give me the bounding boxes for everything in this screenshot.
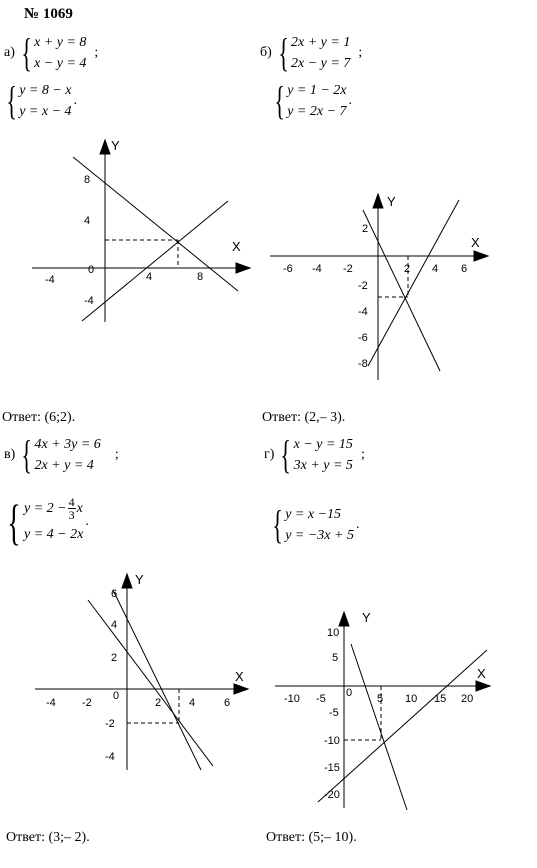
tick-x: -4 (46, 697, 56, 709)
tick-y: -5 (329, 707, 339, 719)
tick-x: -2 (343, 263, 353, 275)
graph-v (35, 574, 248, 770)
tick-x: -6 (283, 263, 293, 275)
tick-y: -20 (324, 789, 340, 801)
dot-g: . (355, 517, 360, 532)
fraction (68, 496, 76, 521)
tick-y: 2 (362, 223, 369, 235)
fraction-den: 3 (68, 508, 75, 523)
tick-x: 2 (155, 697, 162, 709)
tick-y: -4 (105, 751, 115, 763)
answer-a: Ответ: (6;2). (2, 410, 76, 425)
eq-b-1: 2x + y = 1 (291, 35, 351, 50)
axis-label-x: X (477, 666, 486, 681)
tick-x: 5 (377, 693, 384, 705)
axis-label-x: X (235, 669, 244, 684)
eq-a-4: y = x − 4 (19, 104, 72, 119)
answer-v: Ответ: (3;– 2). (6, 830, 90, 845)
exercise-number: № 1069 (24, 6, 73, 22)
eq-a-3: y = 8 − x (19, 83, 72, 98)
brace: { (7, 494, 21, 550)
axis-label-y: Y (387, 194, 396, 209)
tick-y: -15 (324, 762, 340, 774)
tick-x: 4 (432, 263, 439, 275)
eq-b-2: 2x − y = 7 (291, 56, 351, 71)
x-axis-arrow (234, 684, 248, 694)
y-axis-arrow (100, 140, 110, 154)
tick-x: -5 (316, 693, 326, 705)
eq-b-3: y = 1 − 2x (287, 83, 347, 98)
tick-x: 0 (113, 690, 120, 702)
brace: { (272, 502, 283, 547)
system-b-solved (270, 80, 352, 122)
x-axis-arrow (236, 263, 250, 273)
tick-y: -6 (358, 332, 368, 344)
eq-g-2: 3x + y = 5 (293, 458, 353, 473)
y-axis-arrow (122, 574, 132, 588)
eq-v-4: y = 4 − 2x (24, 527, 84, 542)
sep-b: ; (358, 45, 363, 60)
y-axis-arrow (373, 194, 383, 208)
eq-b-4: y = 2x − 7 (287, 104, 347, 119)
line-y-4-2x (113, 590, 201, 770)
tick-x: 4 (189, 697, 196, 709)
dot-v: . (85, 514, 89, 529)
eq-a-1: x + y = 8 (34, 35, 87, 50)
answer-b: Ответ: (2,– 3). (262, 410, 346, 425)
line-y-1-2x (363, 210, 440, 371)
tick-y: 5 (332, 652, 339, 664)
tick-x: 8 (197, 271, 204, 283)
system-v-solved (2, 496, 89, 548)
brace: { (6, 78, 17, 123)
x-axis-arrow (476, 681, 490, 691)
tick-x: 0 (346, 687, 353, 699)
tick-x: -2 (82, 697, 92, 709)
brace: { (280, 432, 292, 477)
tick-y: 4 (84, 215, 91, 227)
eq-g-1: x − y = 15 (293, 437, 353, 452)
eq-v-2: 2x + y = 4 (34, 458, 94, 473)
eq-g-4: y = −3x + 5 (285, 528, 354, 543)
line-y-x-4 (82, 201, 228, 321)
axis-label-y: Y (362, 610, 371, 625)
line-y-2-4-3x (88, 600, 213, 766)
fraction-num: 4 (68, 495, 75, 510)
tick-x: -4 (312, 263, 322, 275)
axis-label-y: Y (135, 572, 144, 587)
label-g: г) (264, 447, 275, 462)
tick-y: -2 (105, 718, 115, 730)
y-axis-arrow (339, 612, 349, 626)
system-v-original (4, 434, 119, 476)
tick-y: -8 (358, 358, 368, 370)
tick-y: 2 (111, 652, 118, 664)
axis-label-y: Y (111, 138, 120, 153)
tick-y: -10 (324, 735, 340, 747)
tick-x: 6 (461, 263, 468, 275)
line-y-x-15 (318, 650, 487, 802)
tick-y: -4 (358, 306, 368, 318)
tick-y: 8 (84, 174, 91, 186)
sep-g: ; (360, 447, 365, 462)
tick-y: 10 (327, 627, 340, 639)
label-a: а) (4, 45, 15, 60)
dot-a: . (73, 93, 78, 108)
line-y-3x-5 (351, 644, 407, 810)
sep-a: ; (94, 45, 99, 60)
axis-label-x: X (232, 239, 241, 254)
eq-g-3: y = x −15 (285, 507, 342, 522)
line-y-8-x (73, 157, 238, 291)
tick-x: 0 (88, 264, 95, 276)
eq-v-1: 4x + 3y = 6 (34, 437, 101, 452)
brace: { (21, 432, 33, 477)
graph-b (270, 194, 488, 380)
eq-v-3 (24, 496, 83, 522)
sep-v: ; (114, 447, 119, 462)
label-v: в) (4, 447, 16, 462)
brace: { (21, 30, 32, 75)
eq-a-2: x − y = 4 (34, 56, 87, 71)
tick-x: -4 (45, 274, 55, 286)
dot-b: . (348, 93, 353, 108)
answer-g: Ответ: (5;– 10). (266, 830, 357, 845)
brace: { (274, 78, 285, 123)
tick-x: 10 (405, 693, 418, 705)
graph-g (275, 612, 490, 810)
eq-v-3-right: x (76, 501, 83, 516)
line-y-2x-7 (368, 200, 459, 366)
tick-y: -2 (358, 280, 368, 292)
label-b: б) (260, 45, 272, 60)
tick-x: 4 (146, 271, 153, 283)
system-g-solved (268, 504, 359, 546)
tick-x: 20 (461, 693, 474, 705)
system-b-original (260, 32, 362, 74)
tick-x: -10 (284, 693, 300, 705)
eq-v-3-left: y = 2 − (24, 501, 67, 516)
x-axis-arrow (474, 251, 488, 261)
brace: { (278, 30, 289, 75)
system-g-original (264, 434, 365, 476)
tick-x: 6 (224, 697, 231, 709)
tick-x: 15 (434, 693, 447, 705)
axis-label-x: X (471, 235, 480, 250)
tick-y: 4 (111, 619, 118, 631)
graph-a (32, 140, 250, 322)
tick-y: 6 (111, 588, 118, 600)
tick-y: -4 (84, 295, 94, 307)
tick-x: 2 (404, 263, 411, 275)
